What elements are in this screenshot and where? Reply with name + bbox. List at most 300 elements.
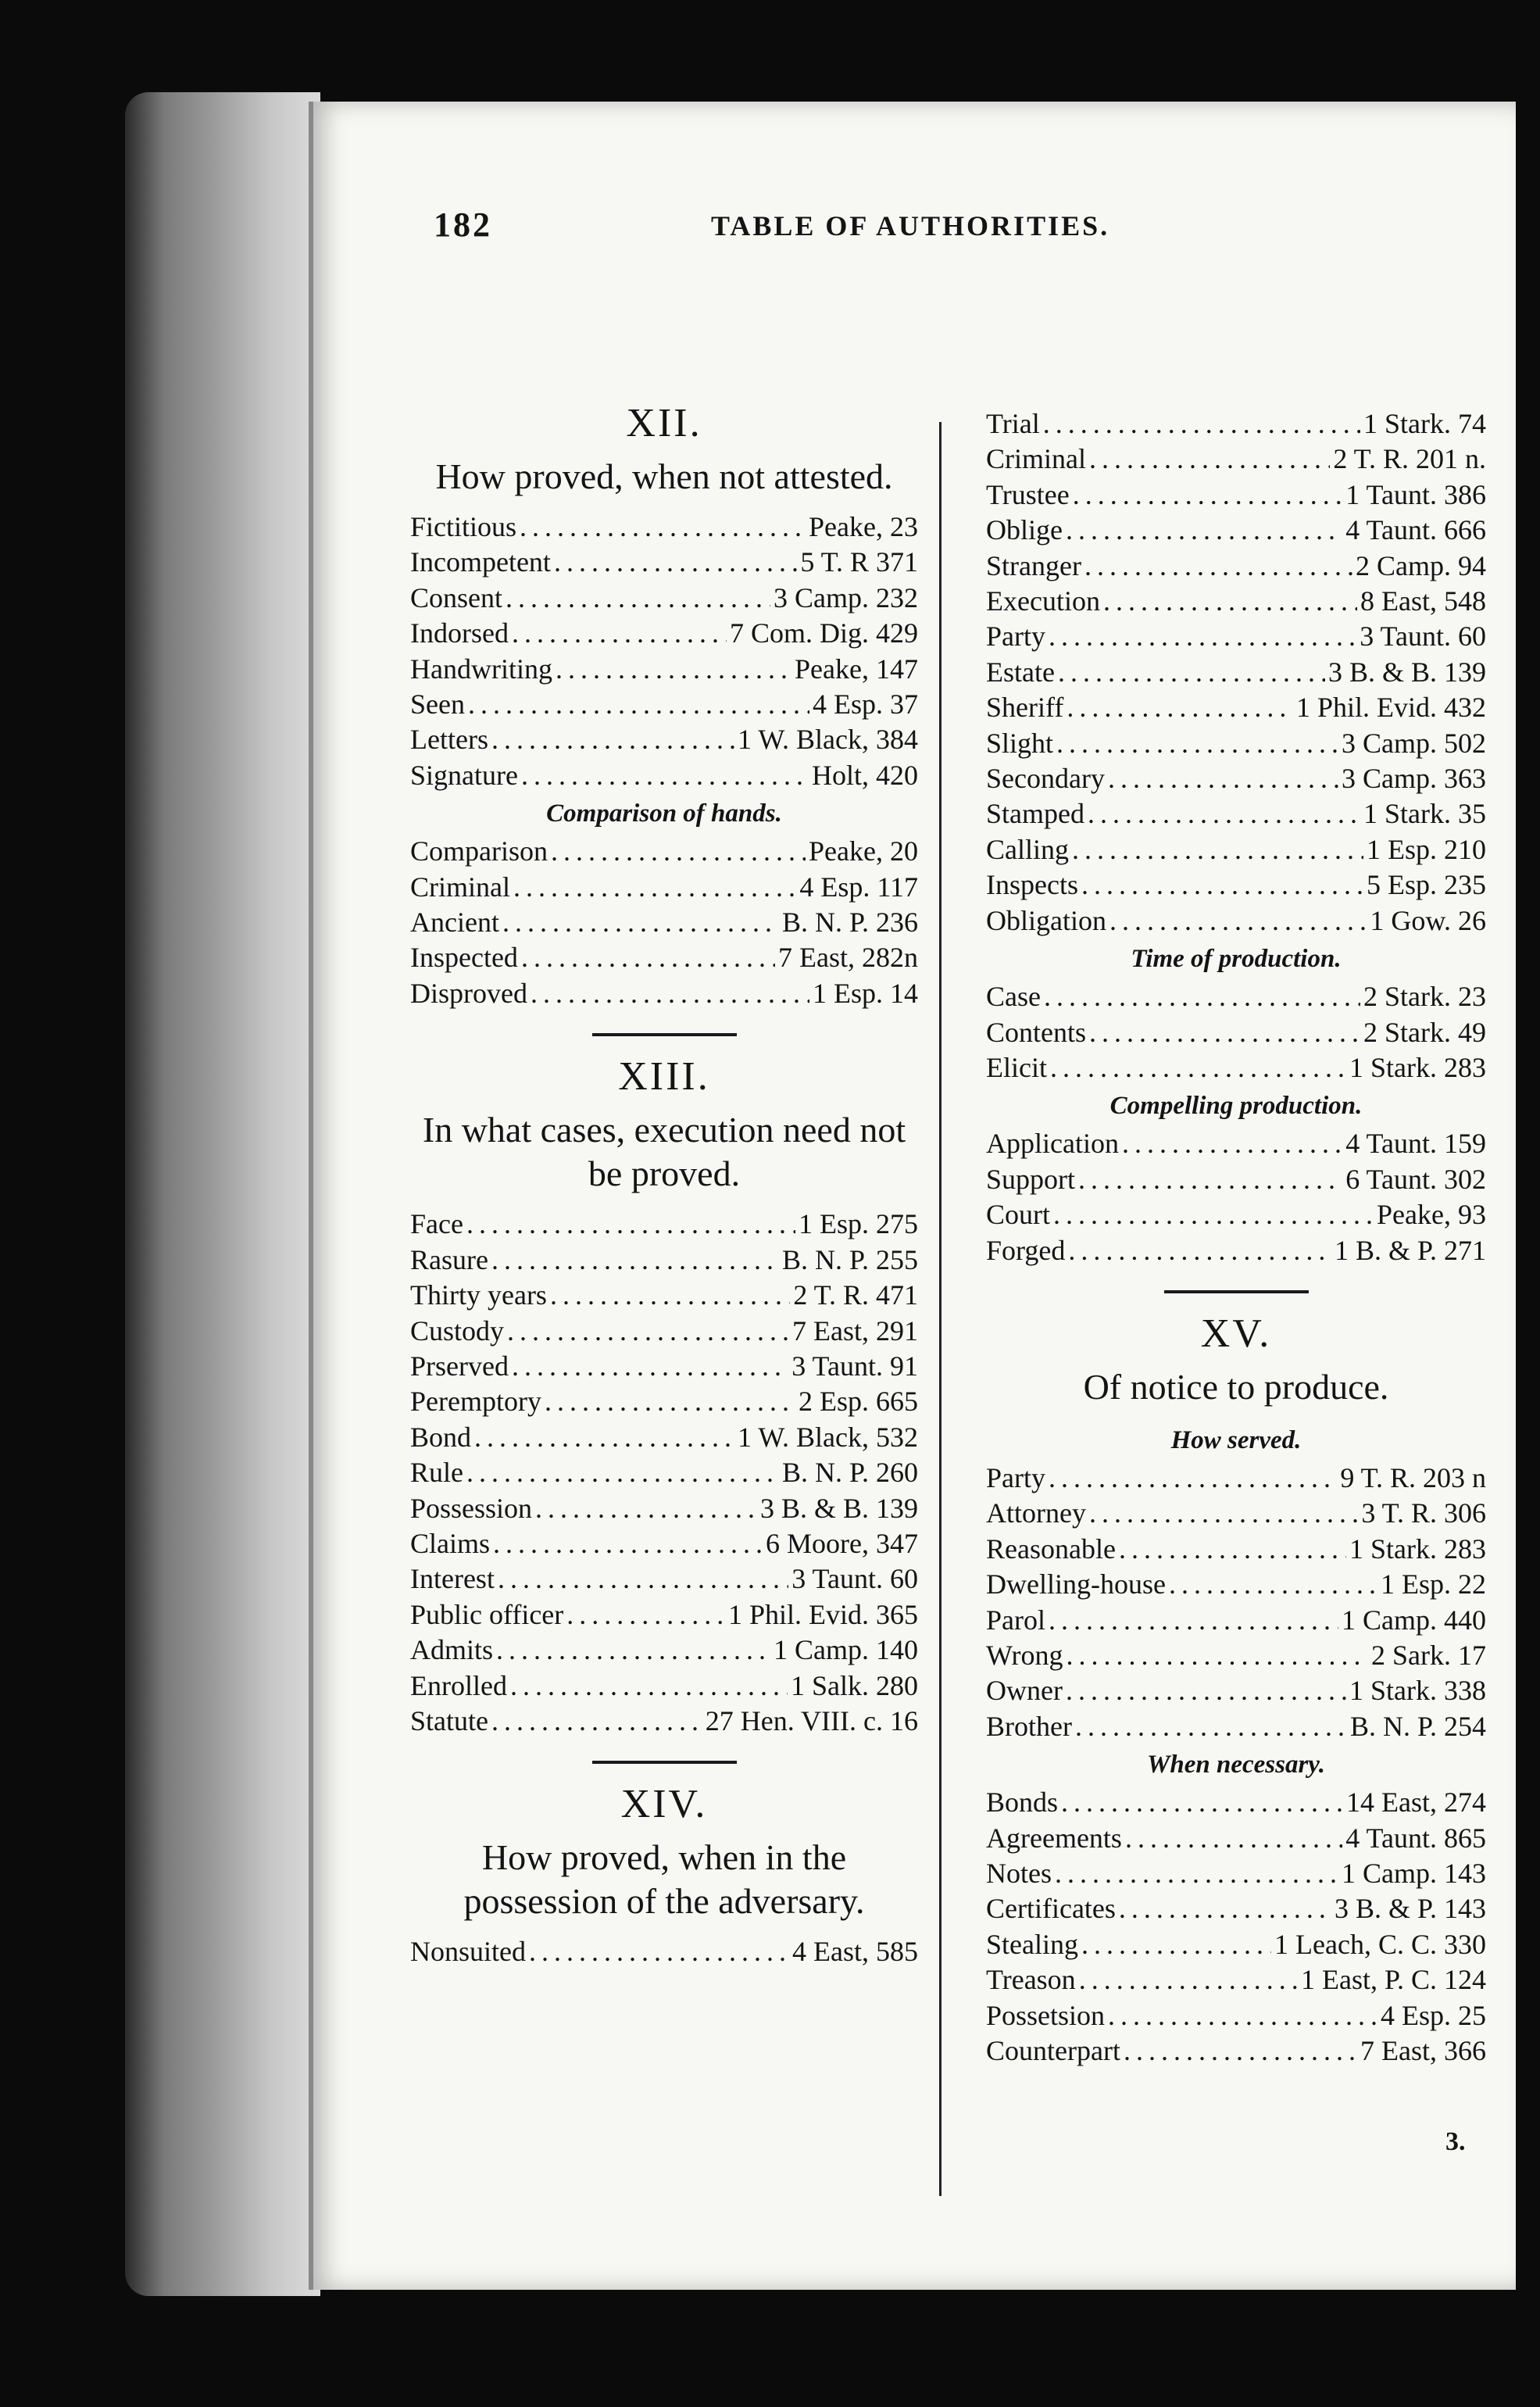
authority-entry bbox=[410, 1278, 918, 1313]
entry-term: Party bbox=[986, 1461, 1045, 1493]
authority-entry bbox=[410, 1561, 918, 1597]
subheading-time-of-production: Time of production. bbox=[1131, 945, 1342, 974]
entry-term: Admits bbox=[410, 1634, 494, 1666]
entry-term: Treason bbox=[986, 1964, 1076, 1996]
entry-term: Wrong bbox=[986, 1639, 1063, 1671]
entry-term: Interest bbox=[410, 1563, 495, 1595]
dot-leader bbox=[1061, 1785, 1343, 1820]
entry-term: Slight bbox=[986, 727, 1054, 759]
entry-reference: 9 T. R. 203 n bbox=[1340, 1461, 1486, 1493]
entry-term: Elicit bbox=[986, 1051, 1047, 1083]
authority-entry bbox=[986, 1532, 1486, 1567]
authority-entry bbox=[986, 1927, 1486, 1962]
entry-reference: 1 Esp. 14 bbox=[813, 977, 918, 1009]
dot-leader bbox=[1089, 1496, 1358, 1531]
entry-term: Support bbox=[986, 1163, 1076, 1195]
entry-list-xii bbox=[410, 510, 918, 793]
authority-entry bbox=[410, 1314, 918, 1349]
entry-term: Bond bbox=[410, 1421, 472, 1453]
dot-leader bbox=[550, 1278, 790, 1313]
authority-entry bbox=[986, 1461, 1486, 1496]
dot-leader bbox=[506, 581, 770, 616]
entry-term: Thirty years bbox=[410, 1279, 547, 1311]
entry-term: Claims bbox=[410, 1527, 491, 1559]
dot-leader bbox=[1066, 513, 1342, 548]
entry-term: Rule bbox=[410, 1457, 463, 1489]
entry-list-xv bbox=[986, 1461, 1486, 1744]
section-rule bbox=[592, 1761, 737, 1764]
dot-leader bbox=[521, 940, 775, 975]
dot-leader bbox=[513, 870, 796, 905]
subheading-when-necessary: When necessary. bbox=[1147, 1751, 1325, 1779]
authority-entry bbox=[410, 1455, 918, 1490]
authority-entry bbox=[986, 1638, 1486, 1673]
dot-leader bbox=[1119, 1891, 1331, 1926]
entry-term: Criminal bbox=[410, 871, 510, 903]
entry-term: Inspected bbox=[410, 942, 518, 974]
dot-leader bbox=[1103, 584, 1357, 619]
entry-reference: 7 Com. Dig. 429 bbox=[729, 617, 918, 649]
entry-term: Prserved bbox=[410, 1350, 509, 1382]
entry-reference: 3 B. & P. 143 bbox=[1334, 1893, 1486, 1925]
entry-term: Bonds bbox=[986, 1786, 1059, 1819]
entry-term: Statute bbox=[410, 1704, 488, 1736]
dot-leader bbox=[1081, 867, 1363, 903]
subheading-comparison-of-hands: Comparison of hands. bbox=[546, 799, 782, 828]
entry-reference: 1 W. Black, 532 bbox=[738, 1421, 918, 1453]
dot-leader bbox=[1075, 1709, 1347, 1744]
dot-leader bbox=[491, 722, 734, 757]
entry-term: Execution bbox=[986, 585, 1100, 617]
entry-reference: Peake, 23 bbox=[809, 511, 918, 542]
authority-entry bbox=[410, 976, 918, 1011]
entry-reference: 2 Sark. 17 bbox=[1371, 1639, 1486, 1671]
authority-entry bbox=[986, 584, 1486, 619]
entry-reference: B. N. P. 254 bbox=[1349, 1710, 1486, 1742]
entry-term: Public officer bbox=[410, 1598, 564, 1630]
section-title-xii: How proved, when not attested. bbox=[435, 456, 893, 496]
entry-reference: 3 Taunt. 60 bbox=[1360, 621, 1486, 653]
dot-leader bbox=[502, 905, 779, 940]
authority-entry bbox=[986, 442, 1486, 477]
entry-term: Custody bbox=[410, 1314, 505, 1347]
entry-reference: 5 Esp. 235 bbox=[1367, 869, 1486, 901]
entry-term: Reasonable bbox=[986, 1533, 1116, 1565]
entry-term: Counterpart bbox=[986, 2035, 1120, 2067]
entry-term: Agreements bbox=[986, 1822, 1122, 1854]
entry-term: Oblige bbox=[986, 514, 1063, 546]
entry-term: Fictitious bbox=[410, 511, 517, 542]
section-number-xiii: XIII. bbox=[618, 1054, 710, 1100]
page-gutter-shadow bbox=[309, 102, 313, 2290]
entry-list-xiii bbox=[410, 1207, 918, 1739]
entry-reference: 2 T. R. 471 bbox=[793, 1279, 918, 1311]
page-number: 182 bbox=[434, 206, 492, 244]
authority-entry bbox=[410, 1384, 918, 1419]
entry-term: Peremptory bbox=[410, 1386, 541, 1418]
entry-term: Incompetent bbox=[410, 546, 551, 578]
entry-reference: 3 B. & B. 139 bbox=[1327, 656, 1486, 688]
dot-leader bbox=[1122, 1126, 1342, 1161]
dot-leader bbox=[529, 1934, 789, 1969]
entry-term: Inspects bbox=[986, 869, 1078, 901]
authority-entry bbox=[986, 1891, 1486, 1926]
authority-entry bbox=[410, 1243, 918, 1278]
dot-leader bbox=[496, 1633, 770, 1668]
entry-reference: 4 Taunt. 159 bbox=[1345, 1128, 1486, 1160]
authority-entry bbox=[986, 1962, 1486, 1997]
dot-leader bbox=[491, 1243, 779, 1278]
entry-reference: 1 Leach, C. C. 330 bbox=[1274, 1928, 1486, 1960]
dot-leader bbox=[1072, 832, 1363, 867]
authority-entry bbox=[410, 1420, 918, 1455]
authority-entry bbox=[410, 834, 918, 869]
entry-reference: 4 Taunt. 666 bbox=[1345, 514, 1486, 546]
entry-term: Brother bbox=[986, 1710, 1072, 1742]
dot-leader bbox=[1067, 690, 1293, 725]
dot-leader bbox=[1119, 1532, 1346, 1567]
entry-term: Court bbox=[986, 1199, 1051, 1231]
entry-reference: 14 East, 274 bbox=[1346, 1786, 1486, 1819]
entry-term: Estate bbox=[986, 656, 1055, 688]
dot-leader bbox=[512, 1349, 788, 1384]
dot-leader bbox=[493, 1526, 763, 1561]
entry-reference: 1 Esp. 275 bbox=[799, 1208, 918, 1240]
entry-term: Face bbox=[410, 1208, 463, 1240]
authority-entry bbox=[410, 687, 918, 722]
entry-reference: 3 Taunt. 91 bbox=[791, 1350, 918, 1382]
entry-term: Obligation bbox=[986, 904, 1106, 936]
entry-reference: 4 Taunt. 865 bbox=[1345, 1822, 1486, 1854]
authority-entry bbox=[986, 796, 1486, 832]
entry-term: Comparison bbox=[410, 835, 548, 867]
entry-reference: 4 East, 585 bbox=[792, 1936, 918, 1968]
authority-entry bbox=[986, 690, 1486, 725]
authority-entry bbox=[410, 1704, 918, 1739]
entry-list-comparison bbox=[410, 834, 918, 1011]
authority-entry bbox=[986, 406, 1486, 442]
dot-leader bbox=[1049, 1461, 1337, 1496]
authority-entry bbox=[410, 510, 918, 545]
entry-term: Disproved bbox=[410, 977, 527, 1009]
entry-reference: 1 Camp. 140 bbox=[774, 1634, 918, 1666]
authority-entry bbox=[410, 940, 918, 975]
dot-leader bbox=[556, 652, 791, 687]
dot-leader bbox=[1108, 761, 1338, 796]
section-title-xiv: How proved, when in the possession of the adversary. bbox=[463, 1837, 865, 1922]
entry-reference: B. N. P. 255 bbox=[781, 1243, 918, 1275]
entry-term: Secondary bbox=[986, 763, 1105, 795]
entry-reference: 1 Phil. Evid. 432 bbox=[1295, 692, 1486, 724]
authority-entry bbox=[410, 1633, 918, 1668]
authority-entry bbox=[986, 1821, 1486, 1856]
authority-entry bbox=[986, 619, 1486, 654]
entry-reference: 2 Camp. 94 bbox=[1356, 549, 1486, 581]
entry-reference: 3 T. R. 306 bbox=[1361, 1497, 1486, 1529]
authority-entry bbox=[986, 1998, 1486, 2033]
dot-leader bbox=[498, 1561, 788, 1597]
entry-reference: 7 East, 366 bbox=[1360, 2035, 1486, 2067]
authority-entry bbox=[986, 1856, 1486, 1891]
running-header bbox=[434, 205, 1215, 252]
dot-leader bbox=[1108, 1998, 1377, 2033]
entry-term: Certificates bbox=[986, 1893, 1116, 1925]
dot-leader bbox=[1089, 442, 1330, 477]
dot-leader bbox=[466, 1455, 779, 1490]
entry-term: Party bbox=[986, 621, 1045, 653]
entry-term: Handwriting bbox=[410, 653, 552, 685]
dot-leader bbox=[474, 1420, 734, 1455]
authority-entry bbox=[986, 477, 1486, 513]
entry-reference: 1 Salk. 280 bbox=[790, 1669, 918, 1701]
entry-reference: 2 Stark. 49 bbox=[1363, 1016, 1486, 1048]
dot-leader bbox=[1044, 979, 1360, 1014]
authority-entry bbox=[410, 1526, 918, 1561]
dot-leader bbox=[1088, 796, 1360, 832]
entry-reference: 7 East, 282n bbox=[778, 942, 918, 974]
entry-term: Indorsed bbox=[410, 617, 509, 649]
dot-leader bbox=[521, 758, 809, 793]
entry-reference: 1 Stark. 74 bbox=[1363, 408, 1486, 439]
entry-reference: 2 Stark. 23 bbox=[1363, 981, 1486, 1013]
dot-leader bbox=[545, 1384, 795, 1419]
authority-entry bbox=[986, 832, 1486, 867]
dot-leader bbox=[1125, 1821, 1342, 1856]
entry-reference: B. N. P. 260 bbox=[781, 1457, 918, 1489]
entry-reference: 1 Stark. 338 bbox=[1349, 1675, 1486, 1707]
dot-leader bbox=[1068, 1233, 1331, 1268]
entry-term: Ancient bbox=[410, 907, 499, 939]
dot-leader bbox=[491, 1704, 702, 1739]
authority-entry bbox=[986, 867, 1486, 903]
dot-leader bbox=[520, 510, 806, 545]
dot-leader bbox=[535, 1491, 757, 1526]
entry-term: Letters bbox=[410, 724, 488, 756]
dot-leader bbox=[531, 976, 809, 1011]
entry-term: Application bbox=[986, 1128, 1119, 1160]
entry-reference: Peake, 93 bbox=[1377, 1199, 1486, 1231]
authority-entry bbox=[410, 1207, 918, 1242]
dot-leader bbox=[1081, 1927, 1271, 1962]
dot-leader bbox=[551, 834, 806, 869]
entry-reference: 4 Esp. 117 bbox=[799, 871, 918, 903]
authority-entry bbox=[410, 1668, 918, 1704]
entry-term: Dwelling-house bbox=[986, 1568, 1166, 1600]
dot-leader bbox=[1053, 1197, 1374, 1232]
entry-term: Calling bbox=[986, 833, 1069, 865]
catchword: 3. bbox=[1445, 2127, 1466, 2156]
authority-entry bbox=[986, 655, 1486, 690]
dot-leader bbox=[1089, 1015, 1360, 1050]
entry-term: Forged bbox=[986, 1234, 1066, 1266]
right-column bbox=[986, 406, 1486, 2069]
entry-list-time bbox=[986, 979, 1486, 1085]
section-rule bbox=[592, 1033, 737, 1036]
entry-term: Possetsion bbox=[986, 1999, 1106, 2031]
entry-reference: 2 Esp. 665 bbox=[799, 1386, 918, 1418]
entry-term: Seen bbox=[410, 688, 465, 721]
entry-reference: 1 W. Black, 384 bbox=[738, 724, 918, 756]
authority-entry bbox=[986, 761, 1486, 796]
entry-term: Case bbox=[986, 981, 1041, 1013]
entry-term: Parol bbox=[986, 1604, 1045, 1636]
authority-entry bbox=[986, 1050, 1486, 1085]
authority-entry bbox=[410, 616, 918, 651]
entry-list-compelling bbox=[986, 1126, 1486, 1268]
running-title: TABLE OF AUTHORITIES. bbox=[711, 210, 1110, 241]
dot-leader bbox=[510, 1668, 788, 1704]
authority-entry bbox=[410, 581, 918, 616]
dot-leader bbox=[1109, 903, 1367, 939]
book-page-edges bbox=[125, 92, 320, 2296]
authority-entry bbox=[410, 1934, 918, 1969]
authority-entry bbox=[410, 758, 918, 793]
entry-term: Possession bbox=[410, 1492, 533, 1524]
dot-leader bbox=[1079, 1962, 1298, 1997]
dot-leader bbox=[1050, 1050, 1346, 1085]
entry-reference: 1 Taunt. 386 bbox=[1345, 478, 1486, 510]
entry-term: Sheriff bbox=[986, 692, 1064, 724]
authority-entry bbox=[986, 549, 1486, 584]
entry-reference: Holt, 420 bbox=[811, 759, 918, 791]
entry-term: Signature bbox=[410, 759, 518, 791]
entry-reference: B. N. P. 236 bbox=[781, 907, 918, 939]
dot-leader bbox=[1049, 1603, 1338, 1638]
authority-entry bbox=[410, 870, 918, 905]
authority-entry bbox=[410, 1491, 918, 1526]
entry-reference: 27 Hen. VIII. c. 16 bbox=[705, 1704, 918, 1736]
entry-term: Enrolled bbox=[410, 1669, 507, 1701]
subheading-compelling-production: Compelling production. bbox=[1109, 1092, 1363, 1121]
dot-leader bbox=[1056, 726, 1338, 761]
entry-term: Stealing bbox=[986, 1928, 1078, 1960]
entry-reference: 3 Camp. 502 bbox=[1342, 727, 1486, 759]
entry-reference: 1 Phil. Evid. 365 bbox=[727, 1598, 918, 1630]
entry-reference: Peake, 147 bbox=[795, 653, 918, 685]
entry-reference: 8 East, 548 bbox=[1360, 585, 1486, 617]
entry-reference: 6 Moore, 347 bbox=[766, 1527, 918, 1559]
entry-term: Trial bbox=[986, 408, 1040, 439]
authority-entry bbox=[986, 1015, 1486, 1050]
authority-entry bbox=[986, 1197, 1486, 1232]
dot-leader bbox=[1084, 549, 1352, 584]
authority-entry bbox=[410, 905, 918, 940]
authority-entry bbox=[986, 1567, 1486, 1602]
entry-term: Stranger bbox=[986, 549, 1081, 581]
subheading-how-served: How served. bbox=[1170, 1425, 1302, 1454]
dot-leader bbox=[1058, 655, 1325, 690]
entry-term: Stamped bbox=[986, 798, 1084, 830]
entry-term: Nonsuited bbox=[410, 1936, 526, 1968]
authority-entry bbox=[986, 903, 1486, 939]
dot-leader bbox=[507, 1314, 789, 1349]
entry-list-xv-necessary bbox=[986, 1785, 1486, 2069]
section-title-xiii: In what cases, execution need not be proved. bbox=[422, 1110, 906, 1194]
authority-entry bbox=[986, 513, 1486, 548]
section-number-xv: XV. bbox=[1200, 1311, 1272, 1356]
entry-reference: Peake, 20 bbox=[809, 835, 918, 867]
entry-reference: 1 Stark. 35 bbox=[1363, 798, 1486, 830]
authority-entry bbox=[986, 1603, 1486, 1638]
entry-reference: 1 Camp. 440 bbox=[1342, 1604, 1486, 1636]
entry-term: Owner bbox=[986, 1675, 1063, 1707]
entry-term: Contents bbox=[986, 1016, 1087, 1048]
authority-entry bbox=[986, 2033, 1486, 2069]
entry-reference: 1 Esp. 22 bbox=[1381, 1568, 1486, 1600]
entry-reference: 3 Camp. 232 bbox=[774, 581, 918, 613]
dot-leader bbox=[1078, 1162, 1342, 1197]
dot-leader bbox=[566, 1597, 725, 1633]
dot-leader bbox=[1067, 1638, 1368, 1673]
authority-entry bbox=[986, 1126, 1486, 1161]
entry-reference: 3 Taunt. 60 bbox=[791, 1563, 918, 1595]
dot-leader bbox=[1055, 1856, 1338, 1891]
authority-entry bbox=[986, 979, 1486, 1014]
authority-entry bbox=[986, 1673, 1486, 1708]
authority-entry bbox=[986, 1709, 1486, 1744]
column-divider bbox=[939, 422, 942, 2196]
dot-leader bbox=[1124, 2033, 1357, 2069]
authority-entry bbox=[410, 722, 918, 757]
entry-reference: 1 Stark. 283 bbox=[1349, 1533, 1486, 1565]
authority-entry bbox=[410, 652, 918, 687]
dot-leader bbox=[1169, 1567, 1377, 1602]
dot-leader bbox=[1049, 619, 1356, 654]
entry-list-continued bbox=[986, 406, 1486, 939]
left-column bbox=[410, 399, 918, 1970]
authority-entry bbox=[410, 1597, 918, 1633]
entry-term: Criminal bbox=[986, 443, 1086, 475]
entry-reference: 1 Gow. 26 bbox=[1370, 904, 1486, 936]
dot-leader bbox=[1073, 477, 1343, 513]
dot-leader bbox=[1066, 1673, 1346, 1708]
entry-reference: 4 Esp. 37 bbox=[813, 688, 918, 721]
entry-term: Trustee bbox=[986, 478, 1070, 510]
dot-leader bbox=[512, 616, 727, 651]
authority-entry bbox=[986, 1233, 1486, 1268]
entry-reference: 3 B. & B. 139 bbox=[759, 1492, 918, 1524]
entry-term: Consent bbox=[410, 581, 503, 613]
authority-entry bbox=[986, 1496, 1486, 1531]
entry-reference: 1 Camp. 143 bbox=[1342, 1858, 1486, 1889]
dot-leader bbox=[1043, 406, 1360, 442]
authority-entry bbox=[410, 545, 918, 580]
authority-entry bbox=[986, 1162, 1486, 1197]
entry-term: Rasure bbox=[410, 1243, 488, 1275]
entry-reference: 7 East, 291 bbox=[792, 1314, 918, 1347]
entry-reference: 4 Esp. 25 bbox=[1381, 1999, 1486, 2031]
authority-entry bbox=[986, 726, 1486, 761]
dot-leader bbox=[554, 545, 797, 580]
entry-reference: 1 Esp. 210 bbox=[1367, 833, 1486, 865]
entry-reference: 1 Stark. 283 bbox=[1349, 1051, 1486, 1083]
entry-reference: 1 East, P. C. 124 bbox=[1300, 1964, 1486, 1996]
authority-entry bbox=[410, 1349, 918, 1384]
section-rule bbox=[1164, 1290, 1309, 1293]
entry-term: Attorney bbox=[986, 1497, 1086, 1529]
entry-reference: 6 Taunt. 302 bbox=[1345, 1163, 1486, 1195]
entry-reference: 5 T. R 371 bbox=[800, 546, 918, 578]
entry-list-xiv bbox=[410, 1934, 918, 1969]
section-number-xiv: XIV. bbox=[620, 1782, 708, 1827]
dot-leader bbox=[468, 687, 809, 722]
section-title-xv: Of notice to produce. bbox=[1083, 1366, 1389, 1407]
entry-reference: 3 Camp. 363 bbox=[1342, 763, 1486, 795]
entry-reference: 1 B. & P. 271 bbox=[1334, 1234, 1486, 1266]
authority-entry bbox=[986, 1785, 1486, 1820]
section-number-xii: XII. bbox=[626, 401, 702, 445]
entry-term: Notes bbox=[986, 1858, 1052, 1889]
